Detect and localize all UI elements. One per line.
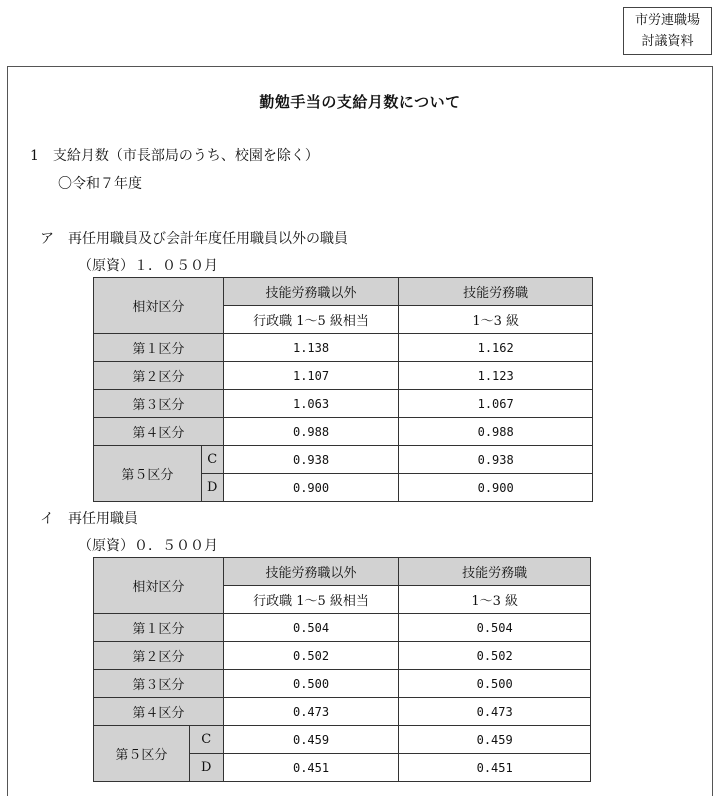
fiscal-year: 〇令和７年度 xyxy=(58,176,142,192)
value-cell: 0.459 xyxy=(223,726,399,754)
row-label: 第２区分 xyxy=(94,362,224,390)
value-cell: 1.123 xyxy=(399,362,593,390)
value-cell: 1.067 xyxy=(399,390,593,418)
subrow-label: D xyxy=(189,754,223,782)
subrow-label: D xyxy=(201,474,223,502)
table-row xyxy=(94,418,593,446)
table-row xyxy=(94,670,591,698)
value-cell: 1.063 xyxy=(223,390,399,418)
value-cell: 0.473 xyxy=(399,698,591,726)
part-i-basis: （原資）０．５００月 xyxy=(78,538,218,554)
value-cell: 0.988 xyxy=(399,418,593,446)
value-cell: 0.500 xyxy=(223,670,399,698)
table-row xyxy=(94,362,593,390)
value-cell: 0.459 xyxy=(399,726,591,754)
group-label: 第５区分 xyxy=(94,726,190,782)
value-cell: 1.162 xyxy=(399,334,593,362)
value-cell: 1.107 xyxy=(223,362,399,390)
col-header-non-manual: 技能労務職以外 xyxy=(223,558,399,586)
row-label: 第３区分 xyxy=(94,390,224,418)
part-a-heading: ア 再任用職員及び会計年度任用職員以外の職員 xyxy=(40,231,348,247)
part-i-heading: イ 再任用職員 xyxy=(40,511,138,527)
col-subheader-non-manual: 行政職 1〜5 級相当 xyxy=(223,586,399,614)
stamp-line-2: 討議資料 xyxy=(641,34,694,49)
document-stamp xyxy=(623,7,712,55)
division-header: 相対区分 xyxy=(94,278,224,334)
value-cell: 0.504 xyxy=(399,614,591,642)
part-a-basis: （原資）１．０５０月 xyxy=(78,258,218,274)
table-row xyxy=(94,642,591,670)
row-label: 第１区分 xyxy=(94,334,224,362)
stamp-line-1: 市労連職場 xyxy=(634,13,700,28)
row-label: 第１区分 xyxy=(94,614,224,642)
row-label: 第４区分 xyxy=(94,418,224,446)
division-header: 相対区分 xyxy=(94,558,224,614)
value-cell: 0.900 xyxy=(399,474,593,502)
table-row xyxy=(94,614,591,642)
col-subheader-manual: 1〜3 級 xyxy=(399,306,593,334)
col-header-non-manual: 技能労務職以外 xyxy=(223,278,399,306)
table-row xyxy=(94,334,593,362)
row-label: 第４区分 xyxy=(94,698,224,726)
col-subheader-non-manual: 行政職 1〜5 級相当 xyxy=(223,306,399,334)
table-row xyxy=(94,698,591,726)
col-header-manual: 技能労務職 xyxy=(399,558,591,586)
row-label: 第３区分 xyxy=(94,670,224,698)
col-header-manual: 技能労務職 xyxy=(399,278,593,306)
value-cell: 1.138 xyxy=(223,334,399,362)
row-label: 第２区分 xyxy=(94,642,224,670)
table-row xyxy=(94,446,593,474)
value-cell: 0.502 xyxy=(399,642,591,670)
table-row xyxy=(94,390,593,418)
page-title: 勤勉手当の支給月数について xyxy=(259,93,461,111)
value-cell: 0.473 xyxy=(223,698,399,726)
value-cell: 0.988 xyxy=(223,418,399,446)
value-cell: 0.500 xyxy=(399,670,591,698)
part-a-table xyxy=(93,277,593,502)
value-cell: 0.451 xyxy=(399,754,591,782)
value-cell: 0.502 xyxy=(223,642,399,670)
value-cell: 0.504 xyxy=(223,614,399,642)
subrow-label: C xyxy=(201,446,223,474)
value-cell: 0.938 xyxy=(399,446,593,474)
value-cell: 0.938 xyxy=(223,446,399,474)
col-subheader-manual: 1〜3 級 xyxy=(399,586,591,614)
table-row xyxy=(94,726,591,754)
part-i-table xyxy=(93,557,591,782)
subrow-label: C xyxy=(189,726,223,754)
value-cell: 0.900 xyxy=(223,474,399,502)
value-cell: 0.451 xyxy=(223,754,399,782)
group-label: 第５区分 xyxy=(94,446,202,502)
section-heading: 1 支給月数（市長部局のうち、校園を除く） xyxy=(30,148,319,164)
